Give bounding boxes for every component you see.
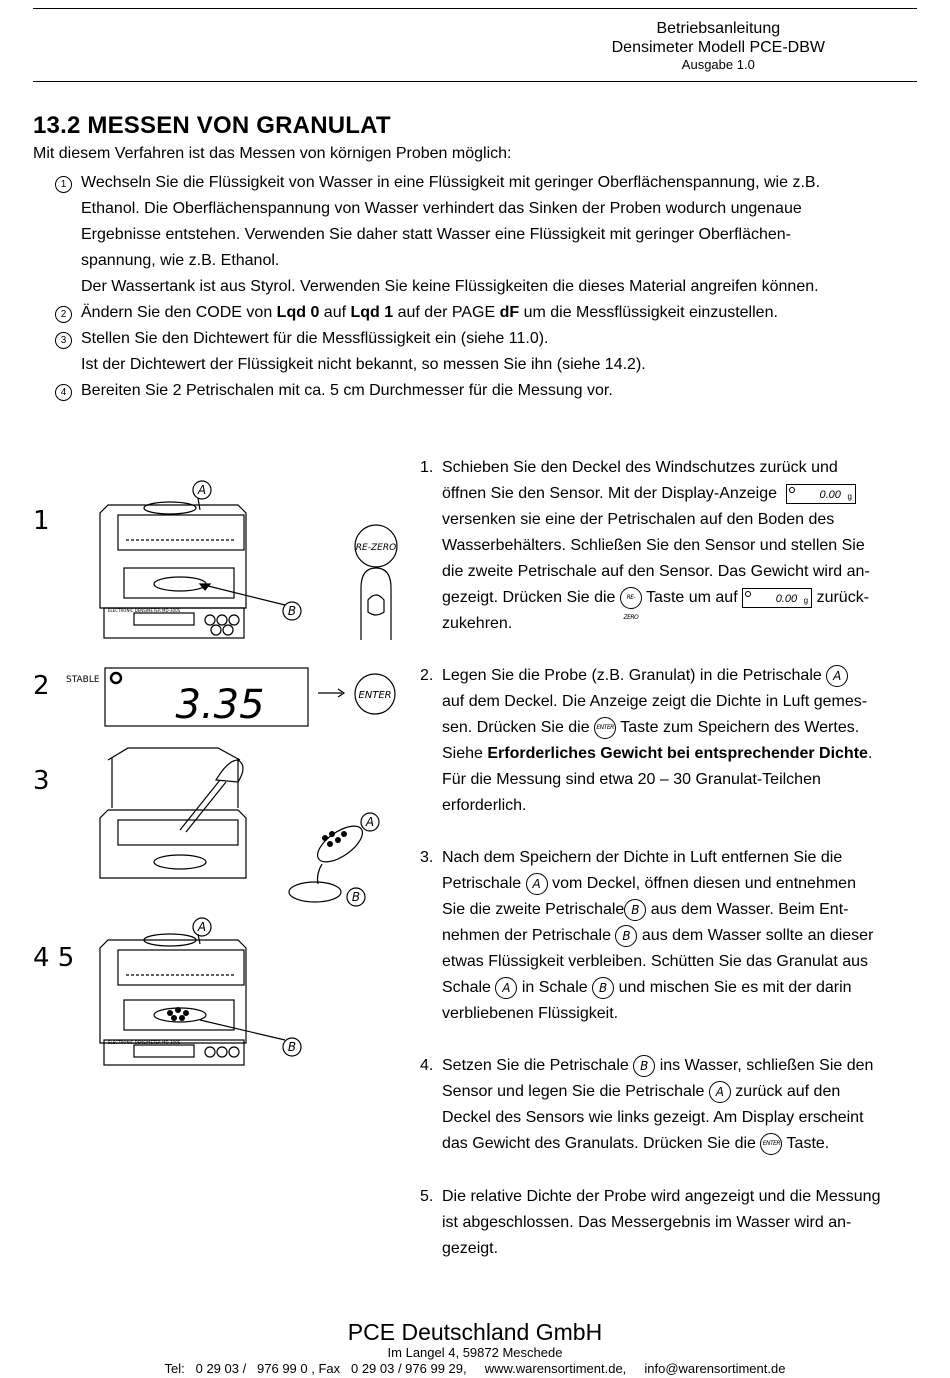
text-line: erforderlich. bbox=[442, 797, 527, 814]
display-zero-icon bbox=[786, 484, 856, 504]
densimeter-device-3 bbox=[100, 748, 246, 878]
densimeter-device-1 bbox=[100, 498, 285, 638]
text-line bbox=[442, 715, 915, 741]
text-line: Schieben Sie den Deckel des Windschutzes zurück und bbox=[442, 459, 838, 476]
text: Taste zum Speichern des Wertes. bbox=[620, 719, 860, 736]
rezero-button-label: RE-ZERO bbox=[355, 543, 397, 553]
text: in Schale bbox=[521, 979, 588, 996]
procedure-illustration bbox=[60, 460, 420, 1070]
text: Taste. bbox=[786, 1135, 830, 1152]
panel-label: ELECTRONIC DENSIMETER MD-300S bbox=[108, 608, 181, 613]
dish-b-icon: B bbox=[633, 1055, 655, 1077]
text-line bbox=[442, 481, 915, 507]
page-name: dF bbox=[499, 304, 520, 321]
text-line: Ist der Dichtewert der Flüssigkeit nicht bekannt, so messen Sie ihn (siehe 14.2). bbox=[81, 356, 646, 373]
unit: g bbox=[803, 595, 809, 605]
dish-a-icon: A bbox=[495, 977, 517, 999]
circled-number: 2 bbox=[55, 306, 72, 323]
text-line bbox=[442, 897, 915, 923]
enter-button-label: ENTER bbox=[358, 690, 392, 701]
text: gezeigt. Drücken Sie die bbox=[442, 589, 616, 606]
rezero-key-icon: RE-ZERO bbox=[620, 587, 642, 609]
panel-label: ELECTRONIC DENSIMETER MD-300S bbox=[108, 1040, 181, 1045]
text-line: Stellen Sie den Dichtewert für die Messflüssigkeit ein (siehe 11.0). bbox=[81, 330, 549, 347]
list-item bbox=[55, 170, 935, 300]
figure-step-2: 2 bbox=[33, 671, 50, 701]
label-a: A bbox=[197, 483, 207, 497]
text-line: Bereiten Sie 2 Petrischalen mit ca. 5 cm Durchmesser für die Messung vor. bbox=[81, 382, 613, 399]
step-number: 5. bbox=[420, 1188, 434, 1205]
text-line: Die relative Dichte der Probe wird angezeigt und die Messung bbox=[442, 1188, 881, 1205]
label-b: B bbox=[287, 1040, 297, 1054]
unit: g bbox=[847, 491, 852, 501]
text-line bbox=[442, 975, 915, 1001]
step-3 bbox=[420, 845, 915, 1027]
text: vom Deckel, öffnen diesen und entnehmen bbox=[552, 875, 856, 892]
text: Taste um auf bbox=[646, 589, 738, 606]
text-line: gezeigt. bbox=[442, 1240, 499, 1257]
text: aus dem Wasser. Beim Ent- bbox=[650, 901, 849, 918]
code-new: Lqd 1 bbox=[350, 304, 394, 321]
document-header bbox=[612, 19, 825, 73]
circled-number: 1 bbox=[55, 176, 72, 193]
step-number: 3. bbox=[420, 849, 434, 866]
dish-b-icon: B bbox=[592, 977, 614, 999]
text: auf der PAGE bbox=[393, 304, 500, 321]
enter-key-icon: ENTER bbox=[594, 717, 616, 739]
bold-reference: Erforderliches Gewicht bei entsprechender Dichte bbox=[487, 745, 868, 762]
text-line: Deckel des Sensors wie links gezeigt. Am Display erscheint bbox=[442, 1109, 864, 1126]
circled-number: 4 bbox=[55, 384, 72, 401]
dish-a-icon: A bbox=[526, 873, 548, 895]
text-line bbox=[442, 871, 915, 897]
text-line: verbliebenen Flüssigkeit. bbox=[442, 1005, 619, 1022]
header-rule bbox=[33, 81, 917, 82]
text-line bbox=[442, 923, 915, 949]
display-zero-icon bbox=[742, 588, 812, 608]
text: das Gewicht des Granulats. Drücken Sie die bbox=[442, 1135, 756, 1152]
text: sen. Drücken Sie die bbox=[442, 719, 590, 736]
step-2 bbox=[420, 663, 915, 819]
text: auf bbox=[319, 304, 351, 321]
text: aus dem Wasser sollte an dieser bbox=[641, 927, 874, 944]
preparation-list bbox=[55, 170, 935, 404]
text: Sensor und legen Sie die Petrischale bbox=[442, 1083, 705, 1100]
text-line: Nach dem Speichern der Dichte in Luft entfernen Sie die bbox=[442, 849, 843, 866]
text: Siehe bbox=[442, 745, 488, 762]
text: Legen Sie die Probe (z.B. Granulat) in die Petrischale bbox=[442, 667, 822, 684]
dish-a-icon: A bbox=[709, 1081, 731, 1103]
text-line: auf dem Deckel. Die Anzeige zeigt die Dichte in Luft gemes- bbox=[442, 693, 868, 710]
text: ins Wasser, schließen Sie den bbox=[659, 1057, 874, 1074]
text-line: Wasserbehälters. Schließen Sie den Sensor und stellen Sie bbox=[442, 537, 865, 554]
text-line: Ethanol. Die Oberflächenspannung von Wasser verhindert das Sinken der Proben wodurch ungenaue bbox=[81, 200, 802, 217]
text-line: Der Wassertank ist aus Styrol. Verwenden Sie keine Flüssigkeiten die dieses Material angreifen können. bbox=[81, 278, 819, 295]
step-number: 1. bbox=[420, 459, 434, 476]
step-1 bbox=[420, 455, 915, 637]
label-a: A bbox=[365, 815, 375, 829]
text-line: Wechseln Sie die Flüssigkeit von Wasser in eine Flüssigkeit mit geringer Oberflächenspannung, wie z.B. bbox=[81, 174, 821, 191]
section-intro: Mit diesem Verfahren ist das Messen von körnigen Proben möglich: bbox=[33, 145, 512, 162]
display-value: 0.00 bbox=[775, 592, 798, 605]
text: um die Messflüssigkeit einzustellen. bbox=[519, 304, 778, 321]
text: zurück auf den bbox=[735, 1083, 841, 1100]
text: Setzen Sie die Petrischale bbox=[442, 1057, 629, 1074]
text: zurück- bbox=[816, 589, 870, 606]
section-title: 13.2 MESSEN VON GRANULAT bbox=[33, 112, 391, 139]
text-line bbox=[442, 585, 915, 621]
display-reading: 3.35 bbox=[175, 682, 265, 728]
label-b: B bbox=[287, 604, 297, 618]
text: nehmen der Petrischale bbox=[442, 927, 611, 944]
text-line bbox=[442, 741, 915, 767]
footer-company: PCE Deutschland GmbH bbox=[347, 1319, 603, 1345]
text: öffnen Sie den Sensor. Mit der Display-Anzeige bbox=[442, 485, 778, 502]
list-item bbox=[55, 326, 935, 378]
footer-contact: Tel: 0 29 03 / 976 99 0 , Fax 0 29 03 / 976 99 29, www.warensortiment.de, info@warensortiment.de bbox=[164, 1361, 786, 1376]
text: Sie die zweite Petrischale bbox=[442, 901, 625, 918]
text-line: die zweite Petrischale auf den Sensor. Das Gewicht wird an- bbox=[442, 563, 870, 580]
figure-step-45: 4 5 bbox=[33, 943, 75, 973]
text-line bbox=[442, 1079, 915, 1105]
text: und mischen Sie es mit der darin bbox=[618, 979, 852, 996]
header-model: Densimeter Modell PCE-DBW bbox=[611, 39, 825, 56]
text-line: spannung, wie z.B. Ethanol. bbox=[81, 252, 280, 269]
circled-number: 3 bbox=[55, 332, 72, 349]
step-5 bbox=[420, 1184, 915, 1262]
list-item bbox=[55, 378, 935, 404]
dish-b-icon: B bbox=[615, 925, 637, 947]
code-old: Lqd 0 bbox=[276, 304, 320, 321]
enter-key-icon: ENTER bbox=[760, 1133, 782, 1155]
list-item bbox=[55, 300, 935, 326]
text-line: Ergebnisse entstehen. Verwenden Sie daher statt Wasser eine Flüssigkeit mit geringer Oberflächen- bbox=[81, 226, 791, 243]
text-line bbox=[81, 300, 935, 326]
text-line: Für die Messung sind etwa 20 – 30 Granulat-Teilchen bbox=[442, 771, 821, 788]
header-edition: Ausgabe 1.0 bbox=[681, 57, 755, 72]
label-a: A bbox=[197, 920, 207, 934]
figure-step-3: 3 bbox=[33, 766, 50, 796]
text-line: versenken sie eine der Petrischalen auf den Boden des bbox=[442, 511, 835, 528]
text-line bbox=[442, 1131, 915, 1157]
text-line bbox=[442, 1053, 915, 1079]
footer-address: Im Langel 4, 59872 Meschede bbox=[387, 1345, 563, 1360]
step-number: 2. bbox=[420, 667, 434, 684]
header-title: Betriebsanleitung bbox=[656, 20, 781, 37]
top-rule bbox=[33, 8, 917, 9]
step-4 bbox=[420, 1053, 915, 1157]
stable-label: STABLE bbox=[66, 675, 100, 685]
densimeter-device-4 bbox=[100, 934, 285, 1065]
text-line: zukehren. bbox=[442, 615, 513, 632]
text: Petrischale bbox=[442, 875, 522, 892]
label-b: B bbox=[351, 890, 361, 904]
dish-b-icon: B bbox=[624, 899, 646, 921]
text: Schale bbox=[442, 979, 491, 996]
text-line: etwas Flüssigkeit verbleiben. Schütten Sie das Granulat aus bbox=[442, 953, 869, 970]
step-number: 4. bbox=[420, 1057, 434, 1074]
text: Ändern Sie den CODE von bbox=[81, 304, 277, 321]
figure-step-1: 1 bbox=[33, 506, 50, 536]
text: . bbox=[867, 745, 873, 762]
text-line: ist abgeschlossen. Das Messergebnis im Wasser wird an- bbox=[442, 1214, 852, 1231]
dish-a-icon: A bbox=[826, 665, 848, 687]
text-line bbox=[442, 663, 915, 689]
display-value: 0.00 bbox=[819, 488, 841, 501]
